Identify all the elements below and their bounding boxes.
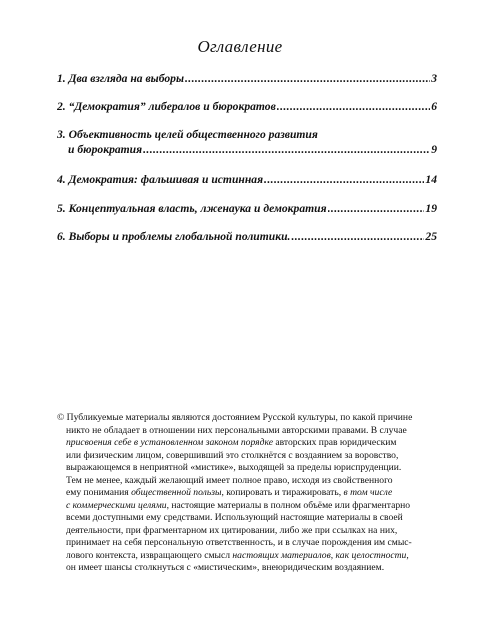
notice-line [57,550,442,563]
toc-entry-title: 3. Объективность целей общественного развития [57,128,318,141]
toc-entry-title: 5. Концептуальная власть, лженаука и демократия [57,202,327,215]
notice-italic: в том числе [343,487,393,498]
notice-line [57,500,442,513]
notice-line: никто не обладает в отношении них персональными авторскими правами. В случае [66,424,407,436]
notice-text: , настоящие материалы в полном объёме или фрагментарно [166,499,411,511]
notice-text: , копировать и тиражировать, [221,487,344,498]
dot-leader [185,72,430,85]
dot-leader [291,230,424,243]
notice-line: принимает на себя персональную ответственность, и в случае порождения им смыс- [66,537,412,548]
toc-entry-title-continued: и бюрократия [68,143,143,156]
notice-italic: общественной пользы [131,487,222,498]
notice-line [57,487,442,500]
toc-entry-title: 6. Выборы и проблемы глобальной политики. [57,230,291,243]
notice-line [57,437,442,450]
toc-entry-title: 4. Демократия: фальшивая и истинная [57,173,264,186]
toc-page-number: 25 [425,230,437,243]
notice-italic: с коммерческими целями [66,499,167,511]
toc-page-number: 19 [425,202,437,215]
toc-page-number: 3 [431,72,437,85]
notice-line: или физическим лицом, совершивший это столкнётся с воздаянием за воровство, [66,449,399,461]
toc-title: Оглавление [197,37,283,56]
dot-leader [264,173,424,186]
toc-page-number: 9 [431,143,437,156]
notice-text: лового контекста, извращающего смысл [66,549,233,561]
notice-line: он имеет шансы столкнуться с «мистическим», внеюридическим воздаянием. [66,562,385,573]
notice-italic: настоящих материалов, как целостности [232,549,407,561]
notice-text: авторских прав юридическим [272,437,397,448]
dot-leader [143,143,430,156]
toc-entry-title: 1. Два взгляда на выборы [57,72,184,85]
notice-italic: присвоения себе в установленном законом порядке [66,437,273,448]
toc-entry-5[interactable] [57,202,437,215]
notice-text: , [406,549,409,561]
notice-line: всеми доступными ему средствами. Использующий настоящие материалы в своей [66,512,403,523]
notice-text: ему понимания [66,487,132,498]
notice-line: выражающемся в неприятной «мистике», выходящей за пределы юриспруденции. [66,462,402,473]
toc-page-number: 6 [431,100,437,113]
notice-line: © Публикуемые материалы являются достоянием Русской культуры, по какой причине [57,412,413,423]
toc-entry-6[interactable] [57,230,437,243]
dot-leader [328,202,425,215]
toc-entry-1[interactable] [57,72,437,85]
toc-entry-title: 2. “Демократия” либералов и бюрократов [57,100,276,113]
toc-entry-3[interactable] [57,128,437,156]
notice-line: Тем не менее, каждый желающий имеет полное право, исходя из свойственного [66,474,393,486]
notice-line: деятельности, при фрагментарном их цитировании, либо же при ссылках на них, [66,524,398,536]
toc-entry-2[interactable] [57,100,437,113]
dot-leader [277,100,430,113]
toc-page-number: 14 [425,173,437,186]
copyright-notice [57,412,442,575]
toc-entry-4[interactable] [57,173,437,186]
